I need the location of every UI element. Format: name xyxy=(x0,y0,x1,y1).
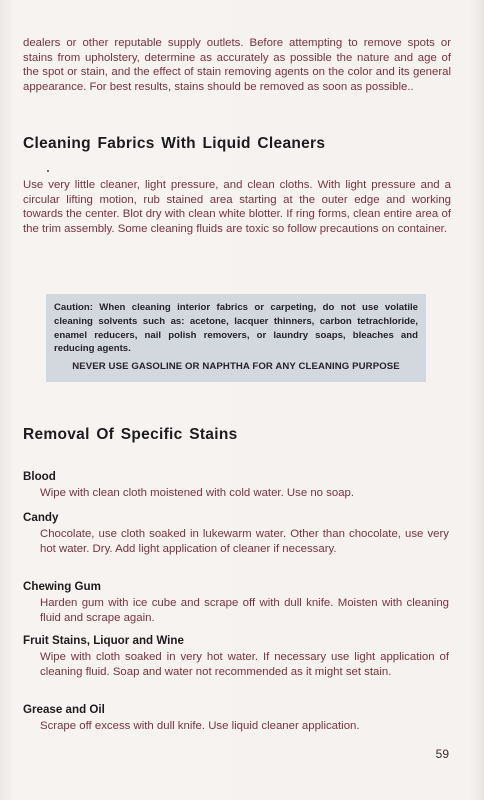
stain-title-blood: Blood xyxy=(23,470,56,483)
intro-paragraph: dealers or other reputable supply outlets. Before attempting to remove spots or stains from upholstery, determine as accurately as possible the nature and age of the spot or stain, and the effect of stain removing agents on the color and its general appearance. For best results, stains should be removed as soon as possible.. xyxy=(23,37,451,93)
stain-text-candy: Chocolate, use cloth soaked in lukewarm water. Other than chocolate, use very hot water. Dry. Add light application of cleaner if necessary. xyxy=(40,528,449,555)
caution-warning: NEVER USE GASOLINE OR NAPHTHA FOR ANY CLEANING PURPOSE xyxy=(72,361,400,373)
liquid-cleaners-paragraph: Use very little cleaner, light pressure, and clean cloths. With light pressure and a circular lifting motion, rub stained area starting at the outer edge and working towards the center. Blot dry with clean white blotter. If ring forms, clean entire area of the trim assembly. Some cleaning fluids are toxic so follow precautions on container. xyxy=(23,179,451,235)
stray-dot-mark xyxy=(47,170,49,172)
stain-title-grease-oil: Grease and Oil xyxy=(23,703,105,716)
stain-title-candy: Candy xyxy=(23,511,59,524)
page-number: 59 xyxy=(435,747,449,761)
stain-text-chewing-gum: Harden gum with ice cube and scrape off with dull knife. Moisten with cleaning fluid and scrape again. xyxy=(40,597,449,624)
stain-title-chewing-gum: Chewing Gum xyxy=(23,580,101,593)
section-heading-specific-stains: Removal Of Specific Stains xyxy=(23,426,238,443)
stain-text-grease-oil: Scrape off excess with dull knife. Use liquid cleaner application. xyxy=(40,720,360,732)
caution-text: Caution: When cleaning interior fabrics or carpeting, do not use volatile cleaning solvents such as: acetone, lacquer thinners, carbon tetrachloride, enamel reducers, nail polish removers, or laundry soaps, bleaches and reducing agents. xyxy=(54,302,418,355)
stain-text-blood: Wipe with clean cloth moistened with cold water. Use no soap. xyxy=(40,487,355,499)
caution-box xyxy=(46,294,426,382)
section-heading-liquid-cleaners: Cleaning Fabrics With Liquid Cleaners xyxy=(23,135,326,152)
stain-text-fruit-liquor-wine: Wipe with cloth soaked in very hot water. If necessary use light application of cleaning fluid. Soap and water not recommended as it might set stain. xyxy=(40,651,449,678)
stain-title-fruit-liquor-wine: Fruit Stains, Liquor and Wine xyxy=(23,634,184,647)
